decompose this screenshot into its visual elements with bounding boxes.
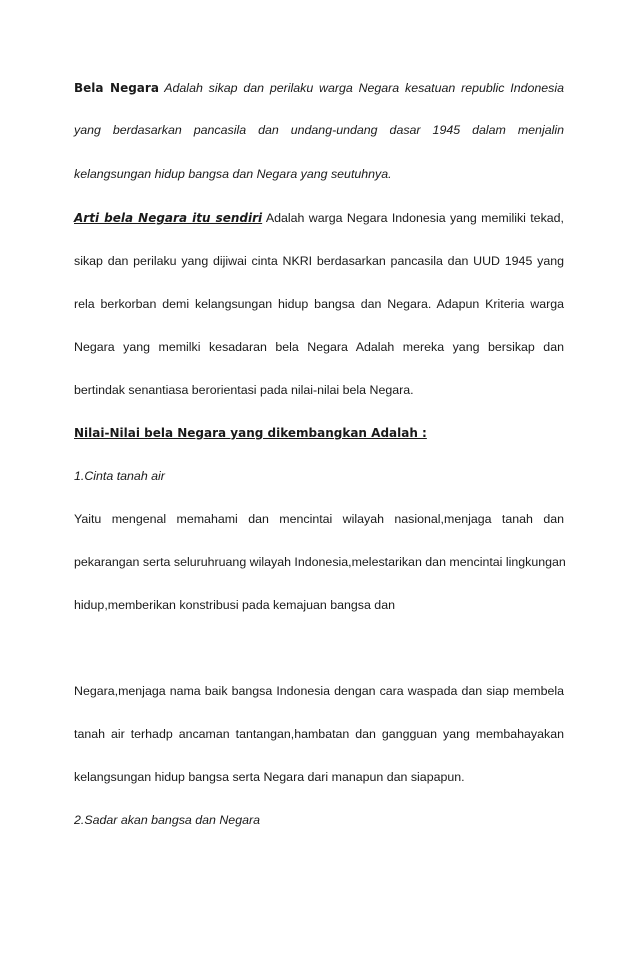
- paragraph-2-line-5: bertindak senantiasa berorientasi pada nilai-nilai bela Negara.: [74, 383, 414, 397]
- paragraph-1-line-1-text: Adalah sikap dan perilaku warga Negara kesatuan republic Indonesia: [164, 81, 565, 95]
- term-arti-bela-negara: Arti bela Negara itu sendiri: [74, 211, 263, 225]
- paragraph-1-line-2: yang berdasarkan pancasila dan undang-undang dasar 1945 dalam menjalin: [74, 123, 564, 137]
- item-2-title: 2.Sadar akan bangsa dan Negara: [74, 813, 260, 827]
- paragraph-2-line-3: rela berkorban demi kelangsungan hidup bangsa dan Negara. Adapun Kriteria warga: [74, 297, 564, 311]
- item-1-line-1: Yaitu mengenal memahami dan mencintai wilayah nasional,menjaga tanah dan: [74, 512, 564, 526]
- item-1-title: 1.Cinta tanah air: [74, 469, 165, 483]
- item-1-line-6: kelangsungan hidup bangsa serta Negara dari manapun dan siapapun.: [74, 770, 465, 784]
- paragraph-2-line-1: [74, 210, 564, 226]
- item-1-line-2: pekarangan serta seluruhruang wilayah Indonesia,melestarikan dan mencintai lingkungan: [74, 555, 566, 569]
- paragraph-1-line-1: [74, 80, 564, 96]
- section-heading: Nilai-Nilai bela Negara yang dikembangkan Adalah :: [74, 426, 427, 440]
- paragraph-2-line-4: Negara yang memilki kesadaran bela Negara Adalah mereka yang bersikap dan: [74, 340, 564, 354]
- paragraph-1-line-3: kelangsungan hidup bangsa dan Negara yang seutuhnya.: [74, 167, 392, 181]
- item-1-line-3: hidup,memberikan konstribusi pada kemajuan bangsa dan: [74, 598, 395, 612]
- item-1-line-4: Negara,menjaga nama baik bangsa Indonesia dengan cara waspada dan siap membela: [74, 684, 564, 698]
- term-bela-negara: Bela Negara: [74, 81, 159, 95]
- paragraph-2-line-1-text: Adalah warga Negara Indonesia yang memiliki tekad,: [265, 211, 564, 225]
- paragraph-2-line-2: sikap dan perilaku yang dijiwai cinta NKRI berdasarkan pancasila dan UUD 1945 yang: [74, 254, 564, 268]
- item-1-line-5: tanah air terhadp ancaman tantangan,hambatan dan gangguan yang membahayakan: [74, 727, 564, 741]
